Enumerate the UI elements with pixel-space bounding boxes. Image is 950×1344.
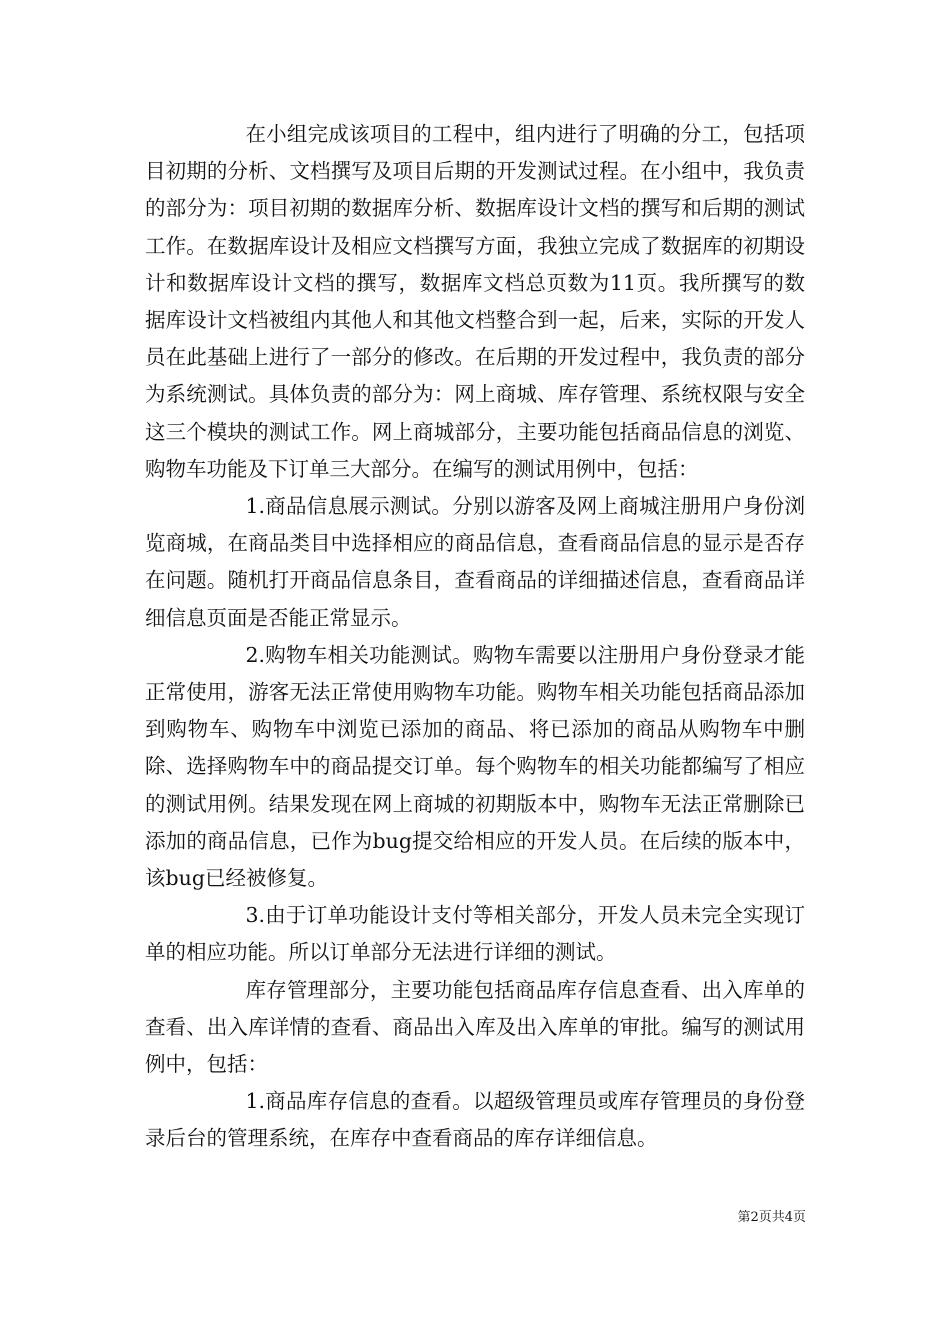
paragraph-item-3: 3.由于订单功能设计支付等相关部分，开发人员未完全实现订单的相应功能。所以订单部分无法进行详细的测试。 (145, 903, 805, 965)
paragraph-item-2: 2.购物车相关功能测试。购物车需要以注册用户身份登录才能正常使用，游客无法正常使用购物车功能。购物车相关功能包括商品添加到购物车、购物车中浏览已添加的商品、将已添加的商品从购物车中删除、选择购物车中的商品提交订单。每个购物车的相关功能都编写了相应的测试用例。结果发现在网上商城的初期版本中，购物车无法正常删除已添加的商品信息，已作为bug提交给相应的开发人员。在后续的版本中，该bug已经被修复。 (145, 642, 805, 891)
document-body (145, 116, 805, 1158)
paragraph-inventory-item-1: 1.商品库存信息的查看。以超级管理员或库存管理员的身份登录后台的管理系统，在库存中查看商品的库存详细信息。 (145, 1089, 805, 1151)
page-number-footer: 第2页共4页 (737, 1210, 806, 1225)
paragraph-inventory: 库存管理部分，主要功能包括商品库存信息查看、出入库单的查看、出入库详情的查看、商品出入库及出入库单的审批。编写的测试用例中，包括： (145, 977, 805, 1077)
paragraph-intro: 在小组完成该项目的工程中，组内进行了明确的分工，包括项目初期的分析、文档撰写及项目后期的开发测试过程。在小组中，我负责的部分为：项目初期的数据库分析、数据库设计文档的撰写和后期的测试工作。在数据库设计及相应文档撰写方面，我独立完成了数据库的初期设计和数据库设计文档的撰写，数据库文档总页数为11页。我所撰写的数据库设计文档被组内其他人和其他文档整合到一起，后来，实际的开发人员在此基础上进行了一部分的修改。在后期的开发过程中，我负责的部分为系统测试。具体负责的部分为：网上商城、库存管理、系统权限与安全这三个模块的测试工作。网上商城部分，主要功能包括商品信息的浏览、购物车功能及下订单三大部分。在编写的测试用例中，包括： (145, 122, 805, 481)
paragraph-item-1: 1.商品信息展示测试。分别以游客及网上商城注册用户身份浏览商城，在商品类目中选择相应的商品信息，查看商品信息的显示是否存在问题。随机打开商品信息条目，查看商品的详细描述信息，查看商品详细信息页面是否能正常显示。 (145, 494, 805, 630)
